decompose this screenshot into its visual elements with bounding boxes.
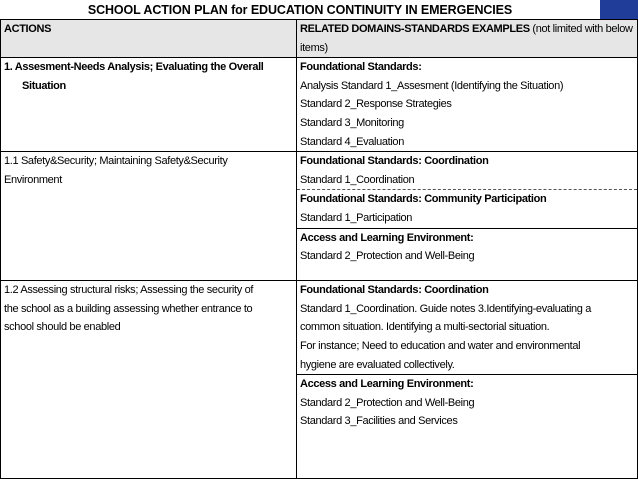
domain-cell [297,152,638,281]
standard-line: Standard 1_Coordination. Guide notes 3.Identifying-evaluating a [300,302,592,315]
standard-line: Standard 4_Evaluation [300,135,404,148]
action-line: 1.1 Safety&Security; Maintaining Safety&Security [4,155,228,168]
table-row-assessment [1,58,638,152]
domain-block [297,281,637,374]
action-cell [1,281,297,479]
domain-title: Access and Learning Environment: [300,231,474,244]
domain-cell [297,58,638,152]
header-related-tail: (not limited with below [529,23,633,35]
standard-line: Standard 2_Response Strategies [300,98,452,111]
header-actions: ACTIONS [4,23,52,35]
domain-block [297,189,637,227]
table-row-structural [1,281,638,479]
action-line: 1. Assesment-Needs Analysis; Evaluating the Overall [4,61,264,74]
standard-line: hygiene are evaluated collectively. [300,358,455,371]
action-line: school should be enabled [4,321,121,334]
standard-line: Standard 3_Monitoring [300,116,404,129]
standard-line: Standard 1_Participation [300,211,413,224]
header-related-line-1 [297,20,637,39]
page-title: SCHOOL ACTION PLAN for EDUCATION CONTINUITY IN EMERGENCIES [87,3,513,17]
action-line: Situation [22,79,66,92]
domain-block [297,228,637,266]
domain-block [297,152,637,189]
table-header-row [1,20,638,58]
action-plan-table [0,19,638,479]
domain-title: Access and Learning Environment: [300,378,474,391]
action-line: the school as a building assessing whether entrance to [4,302,253,315]
domain-block [297,374,637,431]
header-related-bold: RELATED DOMAINS-STANDARDS EXAMPLES [300,23,530,35]
standard-line: Standard 1_Coordination [300,173,415,186]
domain-title: Foundational Standards: Coordination [300,284,489,297]
action-cell [1,152,297,281]
header-related-line-2: items) [300,41,328,54]
header-related-cell [297,20,638,58]
domain-title: Foundational Standards: Community Participation [300,193,547,206]
standard-line: Standard 2_Protection and Well-Being [300,250,475,263]
standard-line: Analysis Standard 1_Assesment (Identifying the Situation) [300,79,564,92]
action-cell [1,58,297,152]
domain-cell [297,281,638,479]
standard-line: common situation. Identifying a multi-sectorial situation. [300,321,550,334]
domain-title: Foundational Standards: [300,61,422,74]
header-actions-cell [1,20,297,58]
standard-line: Standard 3_Facilities and Services [300,415,458,428]
standard-line: For instance; Need to education and water and environmental [300,339,581,352]
action-line: 1.2 Assessing structural risks; Assessing the security of [4,284,254,297]
domain-title: Foundational Standards: Coordination [300,155,489,168]
standard-line: Standard 2_Protection and Well-Being [300,396,475,409]
table-row-safety [1,152,638,281]
action-line: Environment [4,173,62,186]
